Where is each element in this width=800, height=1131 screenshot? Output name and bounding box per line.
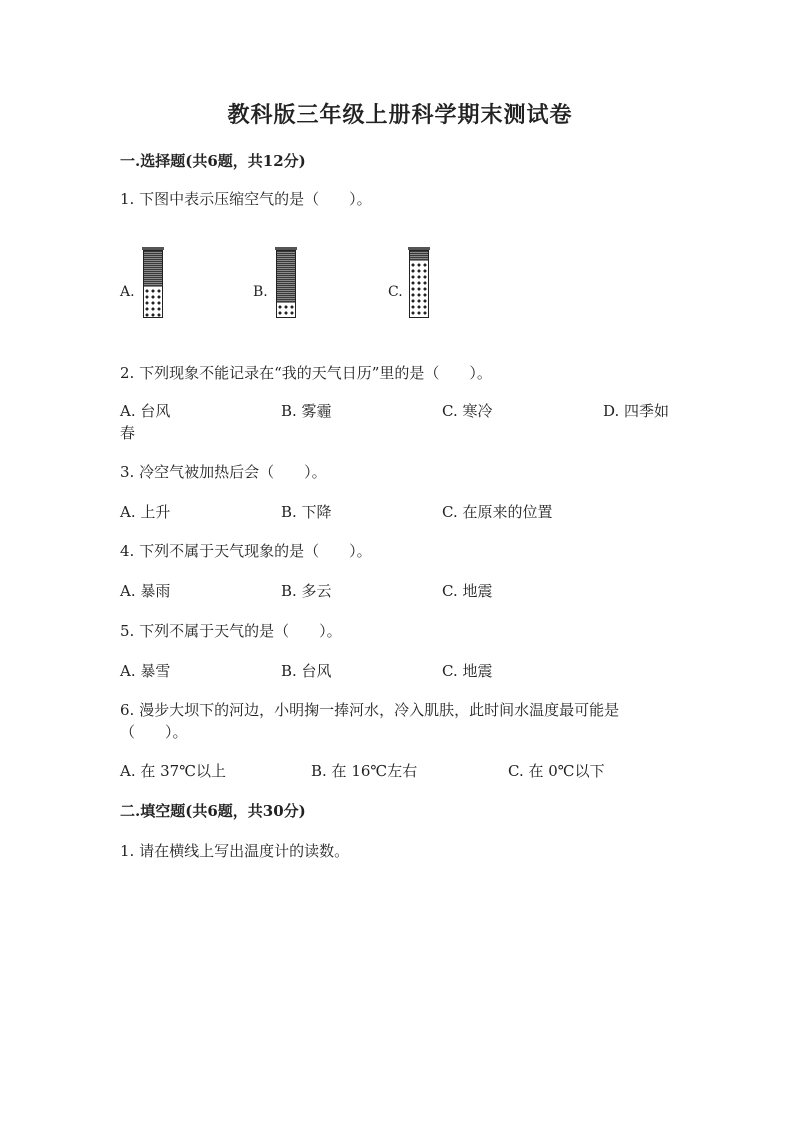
q2-option-d-wrap: 春	[120, 424, 136, 442]
section-heading-choice: 一.选择题(共6题，共12分)	[120, 152, 306, 170]
section-heading-fill: 二.填空题(共6题，共30分)	[120, 802, 306, 820]
figure-c-label: C.	[388, 284, 403, 300]
figure-a-label: A.	[120, 284, 135, 300]
syringe-a-figure	[143, 250, 163, 318]
fill-question-1: 1. 请在横线上写出温度计的读数。	[120, 842, 350, 860]
q4-option-a: A. 暴雨	[120, 582, 171, 600]
question-5: 5. 下列不属于天气的是（ ）。	[120, 622, 342, 640]
q2-option-c: C. 寒冷	[442, 402, 493, 420]
q3-option-c: C. 在原来的位置	[442, 503, 553, 521]
q3-option-a: A. 上升	[120, 503, 171, 521]
q5-option-b: B. 台风	[281, 662, 332, 680]
q2-option-b: B. 雾霾	[281, 402, 332, 420]
q5-option-a: A. 暴雪	[120, 662, 171, 680]
q6-option-a: A. 在 37℃以上	[120, 762, 227, 780]
figure-b-label: B.	[253, 284, 268, 300]
q4-option-b: B. 多云	[281, 582, 332, 600]
question-4: 4. 下列不属于天气现象的是（ ）。	[120, 542, 372, 560]
question-6: 6. 漫步大坝下的河边，小明掬一捧河水，冷入肌肤，此时间水温度最可能是	[120, 701, 620, 719]
syringe-b-figure	[276, 250, 296, 318]
question-2: 2. 下列现象不能记录在“我的天气日历”里的是（ ）。	[120, 364, 492, 382]
q3-option-b: B. 下降	[281, 503, 332, 521]
question-6-continued: （ ）。	[120, 723, 188, 741]
question-3: 3. 冷空气被加热后会（ ）。	[120, 463, 327, 481]
question-1: 1. 下图中表示压缩空气的是（ ）。	[120, 190, 372, 208]
q6-option-b: B. 在 16℃左右	[311, 762, 418, 780]
q6-option-c: C. 在 0℃以下	[508, 762, 605, 780]
q2-option-d: D. 四季如	[603, 402, 670, 420]
q4-option-c: C. 地震	[442, 582, 493, 600]
q5-option-c: C. 地震	[442, 662, 493, 680]
syringe-c-figure	[409, 250, 429, 318]
q2-option-a: A. 台风	[120, 402, 171, 420]
page-title: 教科版三年级上册科学期末测试卷	[227, 102, 573, 128]
